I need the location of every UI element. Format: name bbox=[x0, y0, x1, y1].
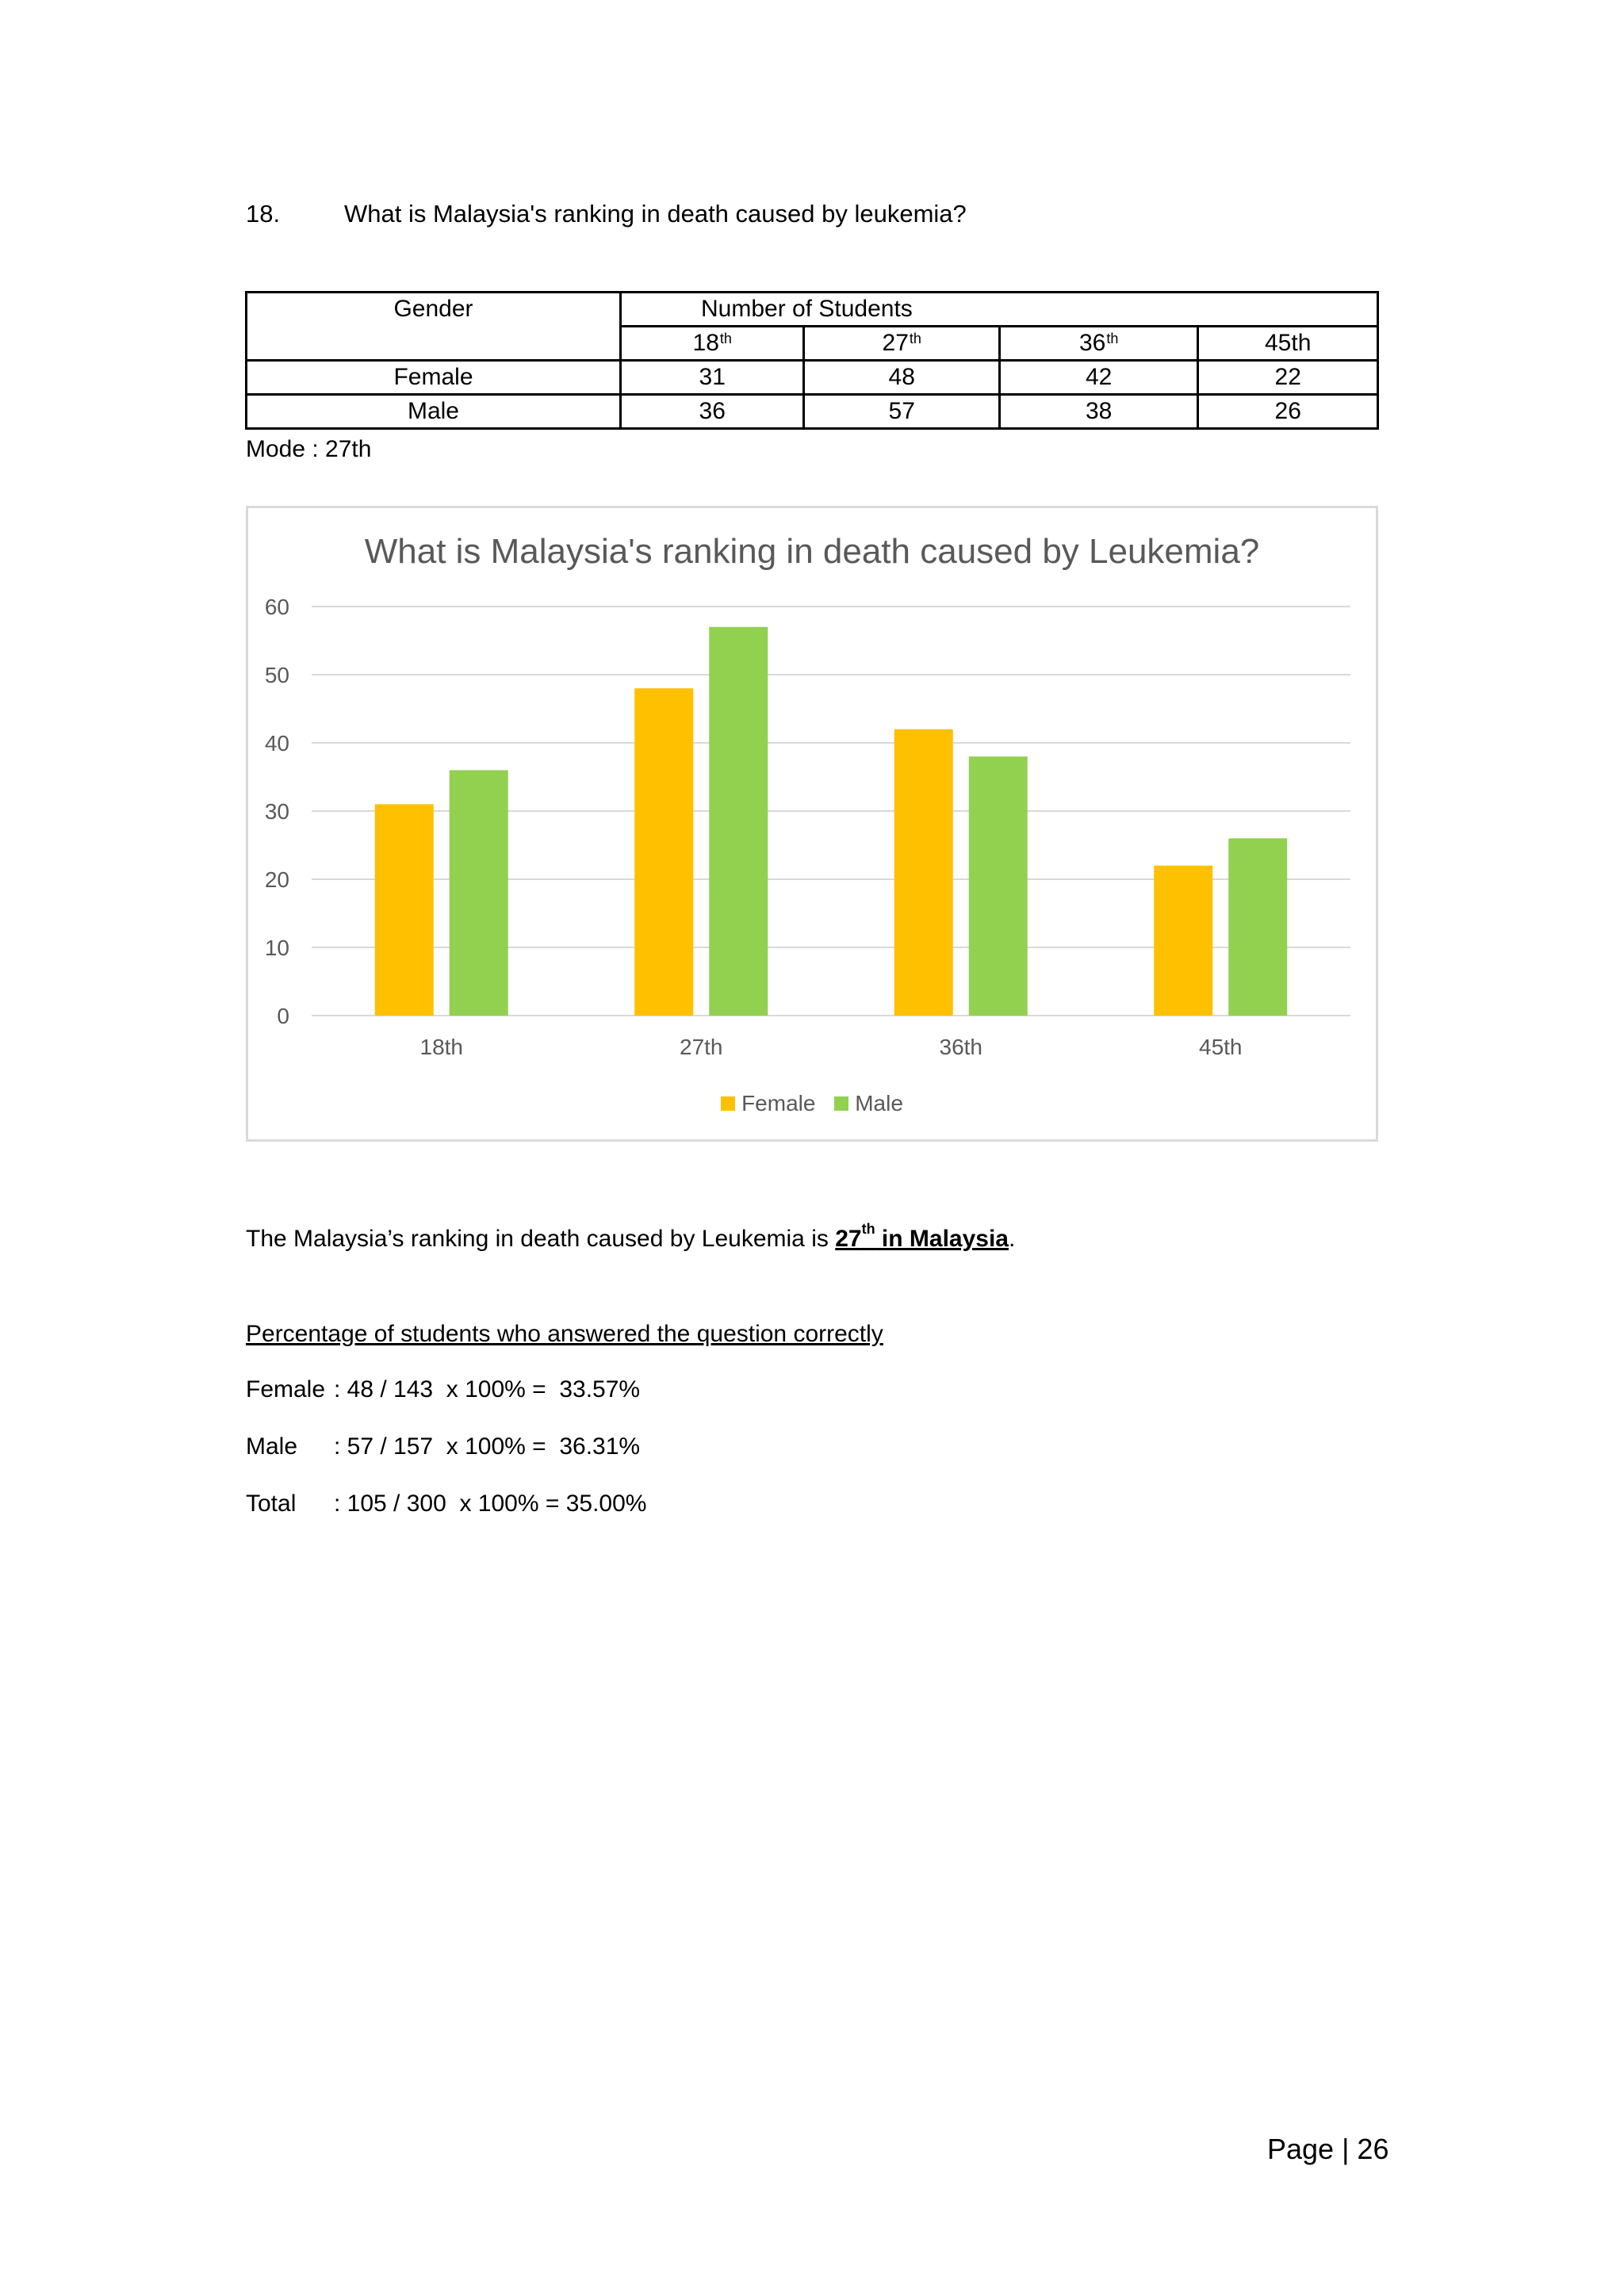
bar-male-27th bbox=[709, 627, 768, 1016]
mode-text: Mode : 27th bbox=[246, 436, 372, 462]
bar-female-45th bbox=[1154, 866, 1212, 1016]
page-number: Page | 26 bbox=[1267, 2133, 1389, 2165]
y-tick-label: 50 bbox=[264, 663, 289, 687]
bar-female-36th bbox=[894, 729, 953, 1016]
table-cell: 48 bbox=[804, 361, 999, 395]
table-cell: 57 bbox=[804, 395, 999, 429]
students-header: Number of Students bbox=[620, 293, 1377, 327]
bar-female-27th bbox=[634, 688, 693, 1016]
answer-sentence: The Malaysia’s ranking in death caused by Leukemia is 27th in Malaysia. bbox=[246, 1221, 1016, 1252]
question-number: 18. bbox=[246, 200, 281, 228]
col-header-27th: 27th bbox=[804, 327, 999, 361]
question-text: What is Malaysia's ranking in death caused by leukemia? bbox=[344, 200, 967, 228]
legend-item-female bbox=[721, 1091, 815, 1116]
y-tick-label: 30 bbox=[264, 799, 289, 824]
legend-label-male: Male bbox=[855, 1091, 903, 1115]
col-header-18th: 18th bbox=[620, 327, 804, 361]
bar-chart-plot bbox=[248, 508, 1376, 1139]
row-label-male: Male bbox=[247, 395, 621, 429]
legend-swatch-male bbox=[834, 1096, 848, 1111]
legend-swatch-female bbox=[721, 1096, 735, 1111]
col-header-45th: 45th bbox=[1198, 327, 1378, 361]
calc-row-female: Female : 48 / 143 x 100% = 33.57% bbox=[246, 1376, 641, 1402]
chart-container bbox=[246, 506, 1378, 1142]
bar-male-18th bbox=[450, 770, 508, 1016]
y-tick-label: 60 bbox=[264, 595, 289, 619]
calc-row-male: Male : 57 / 157 x 100% = 36.31% bbox=[246, 1433, 641, 1460]
table-cell: 42 bbox=[999, 361, 1197, 395]
x-tick-label: 18th bbox=[419, 1035, 463, 1059]
table-cell: 22 bbox=[1198, 361, 1378, 395]
chart-title: What is Malaysia's ranking in death caused by Leukemia? bbox=[364, 532, 1260, 571]
results-table bbox=[245, 291, 1379, 430]
chart-legend bbox=[248, 1091, 1376, 1116]
x-tick-label: 36th bbox=[939, 1035, 982, 1059]
bar-male-36th bbox=[969, 756, 1028, 1016]
table-cell: 26 bbox=[1198, 395, 1378, 429]
y-tick-label: 20 bbox=[264, 867, 289, 892]
table-cell: 36 bbox=[620, 395, 804, 429]
table-row bbox=[247, 361, 1378, 395]
x-tick-label: 45th bbox=[1199, 1035, 1243, 1059]
answer-highlight: 27th in Malaysia bbox=[835, 1221, 1009, 1252]
col-header-36th: 36th bbox=[999, 327, 1197, 361]
row-label-female: Female bbox=[247, 361, 621, 395]
calc-row-total: Total : 105 / 300 x 100% = 35.00% bbox=[246, 1490, 647, 1517]
legend-item-male bbox=[834, 1091, 903, 1116]
y-tick-label: 0 bbox=[277, 1004, 289, 1028]
table-row bbox=[247, 395, 1378, 429]
y-tick-label: 10 bbox=[264, 936, 289, 960]
table-cell: 31 bbox=[620, 361, 804, 395]
bar-male-45th bbox=[1228, 838, 1287, 1016]
bar-female-18th bbox=[375, 804, 434, 1016]
x-tick-label: 27th bbox=[680, 1035, 723, 1059]
legend-label-female: Female bbox=[741, 1091, 816, 1115]
gender-header: Gender bbox=[247, 293, 621, 361]
table-cell: 38 bbox=[999, 395, 1197, 429]
y-tick-label: 40 bbox=[264, 731, 289, 756]
percentage-heading: Percentage of students who answered the question correctly bbox=[246, 1321, 883, 1347]
